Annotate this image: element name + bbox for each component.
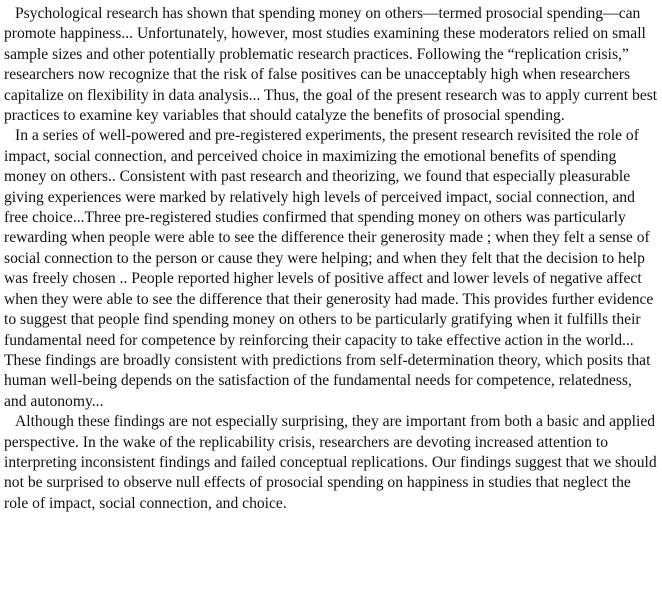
paragraph-intro: Psychological research has shown that spending money on others—termed prosocial spending—can promote happiness... Unfortunately, however, most studies examining these moderators relied on small sample sizes and other potentially problematic research practices. Following the “replication crisis,” researchers now recognize that the risk of false positives can be unacceptably high when researchers capitalize on flexibility in data analysis... Thus, the goal of the present research was to apply current best practices to examine key variables that should catalyze the benefits of prosocial spending. (4, 5, 658, 125)
paragraph-findings: In a series of well-powered and pre-registered experiments, the present research revisited the role of impact, social connection, and perceived choice in maximizing the emotional benefits of spending money on others.. Consistent with past research and theorizing, we found that especially pleasurable giving experiences were marked by relatively high levels of perceived impact, social connection, and free choice...Three pre-registered studies confirmed that spending money on others was particularly rewarding when people were able to see the difference their generosity made ; when they felt a sense of social connection to the person or cause they were helping; and when they felt that the decision to help was freely chosen .. People reported higher levels of positive affect and lower levels of negative affect when they were able to see the difference that their generosity had made. This provides further evidence to suggest that people find spending money on others to be particularly gratifying when it fulfills their fundamental need for competence by reinforcing their capacity to take effective action in the world... These findings are broadly consistent with predictions from self-determination theory, which posits that human well-being depends on the satisfaction of the fundamental needs for competence, relatedness, and autonomy... (4, 127, 654, 410)
paragraph-conclusion: Although these findings are not especially surprising, they are important from both a basic and applied perspective. In the wake of the replicability crisis, researchers are devoting increased attention to interpreting inconsistent findings and failed conceptual replications. Our findings suggest that we should not be surprised to observe null effects of prosocial spending on happiness in studies that neglect the role of impact, social connection, and choice. (4, 413, 657, 512)
